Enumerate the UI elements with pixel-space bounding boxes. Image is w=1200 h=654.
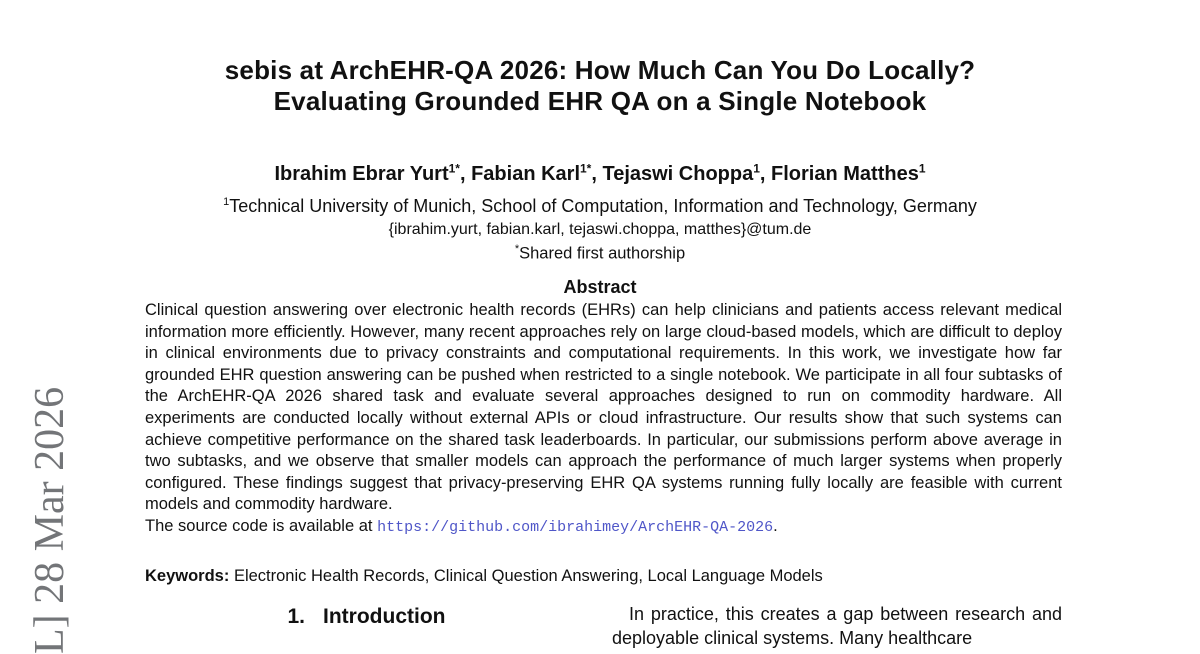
- author-name: , Florian Matthes$^1$: [759, 161, 926, 185]
- affiliation: $^1$Technical University of Munich, School of Computation, Information and Technology, Germany: [223, 196, 977, 216]
- section-1-number: 1.: [287, 605, 306, 628]
- right-column: [612, 603, 1062, 650]
- arxiv-sidebar-watermark: L] 28 Mar 2026: [27, 386, 73, 654]
- source-code-link[interactable]: https://github.com/ibrahimey/ArchEHR-QA-2026: [377, 518, 774, 536]
- author-emails: {ibrahim.yurt, fabian.karl, tejaswi.choppa, matthes}@tum.de: [388, 221, 812, 238]
- abstract-heading: Abstract: [563, 277, 637, 297]
- abstract-block: [145, 300, 1062, 539]
- affiliation-superscript: 1: [223, 196, 230, 208]
- source-code-prefix: The source code is available at: [145, 516, 378, 535]
- paper-title-line2: Evaluating Grounded EHR QA on a Single Notebook: [273, 86, 927, 116]
- keywords-text: Electronic Health Records, Clinical Question Answering, Local Language Models: [229, 567, 823, 585]
- author-superscript: 1: [753, 161, 760, 175]
- source-code-suffix: .: [773, 516, 778, 535]
- keywords-line: [145, 567, 823, 586]
- abstract-text: Clinical question answering over electronic health records (EHRs) can help clinicians and patients access relevant medical information more efficiently. However, many recent approaches rely on large cloud-based models, which are difficult to deploy in clinical environments due to privacy constraints and computational requirements. In this work, we investigate how far grounded EHR question answering can be pushed when restricted to a single notebook. We participate in all four subtasks of the ArchEHR-QA 2026 shared task and evaluate several approaches designed to run on commodity hardware. All experiments are conducted locally without external APIs or cloud infrastructure. Our results show that such systems can achieve competitive performance on the shared task leaderboards. In particular, our submissions perform above average in two subtasks, and we observe that smaller models can approach the performance of much larger systems when properly configured. These findings suggest that privacy-preserving EHR QA systems running fully locally are feasible with current models and commodity hardware.: [145, 301, 1062, 514]
- author-name: , Fabian Karl$^{1*}$: [459, 161, 592, 185]
- author-superscript: 1*: [448, 161, 460, 175]
- section-1-heading: [145, 604, 588, 629]
- keywords-label: Keywords:: [145, 567, 230, 585]
- author-name: , Tejaswi Choppa$^1$: [591, 161, 760, 185]
- shared-authorship-note: *Shared first authorship: [514, 243, 686, 263]
- paper-title: [0, 55, 1200, 117]
- author-list: [0, 161, 1200, 186]
- author-superscript: 1: [918, 161, 926, 175]
- source-code-line: [145, 516, 1062, 539]
- author-name: Ibrahim Ebrar Yurt$^{1*}$: [274, 161, 460, 185]
- author-superscript: 1*: [580, 161, 592, 175]
- section-1-title: Introduction: [323, 605, 446, 628]
- paper-title-line1: sebis at ArchEHR-QA 2026: How Much Can You Do Locally?: [224, 55, 976, 85]
- right-column-paragraph: In practice, this creates a gap between research and deployable clinical systems. Many healthcare: [612, 604, 1062, 648]
- shared-note-superscript: *: [514, 243, 520, 255]
